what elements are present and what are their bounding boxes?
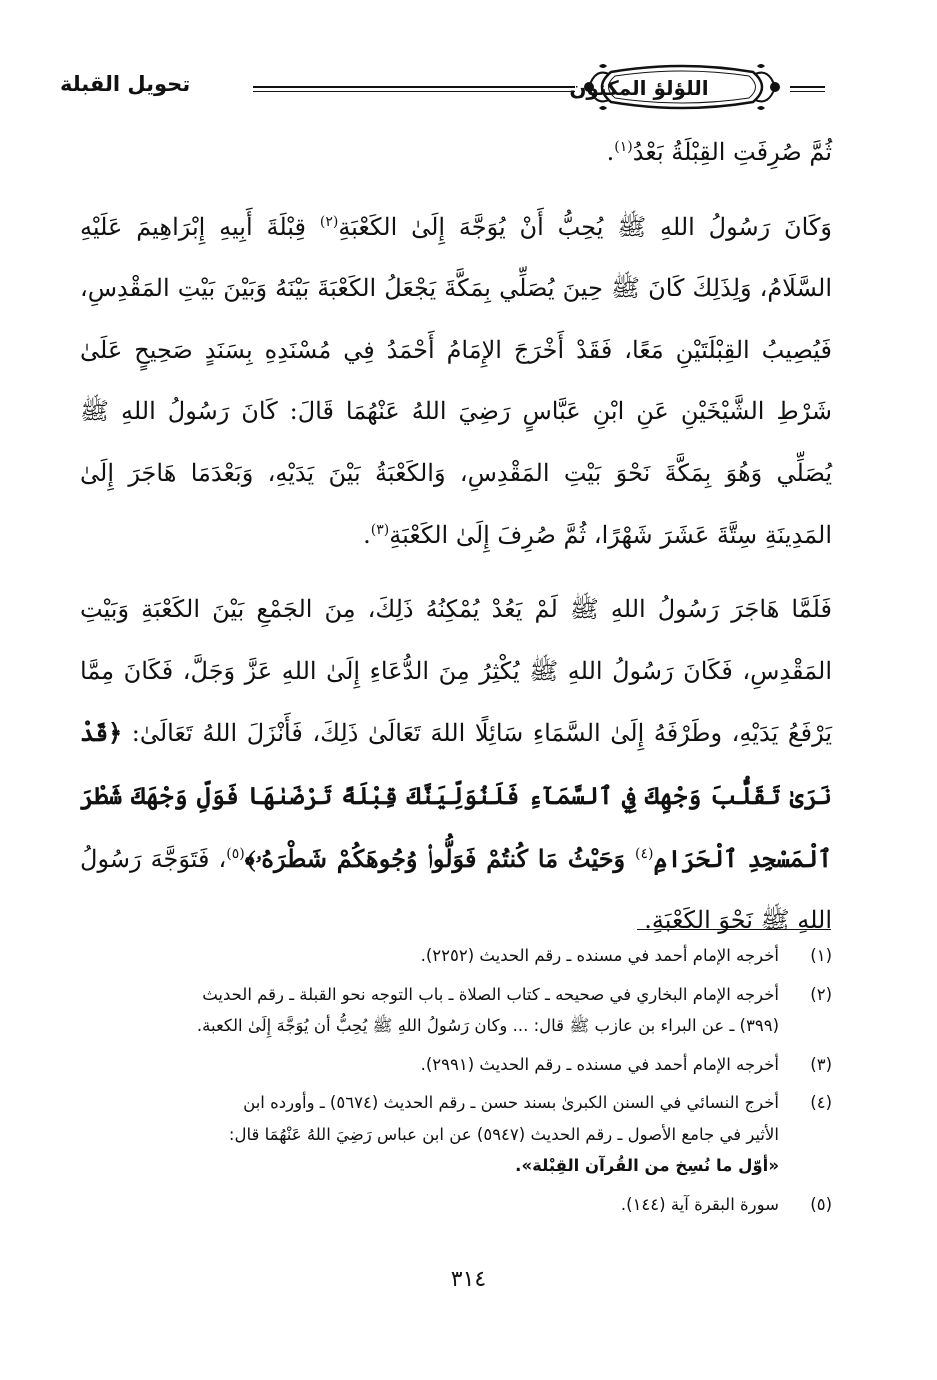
- paragraph-2-text-b: قِبْلَةَ أَبِيهِ إِبْرَاهِيمَ عَلَيْهِ السَّلَامُ، وَلِذَلِكَ كَانَ ﷺ حِينَ يُصَلِّي بِمَكَّةَ يَجْعَلُ الكَعْبَةَ بَيْنَهُ وَبَيْنَ بَيْتِ المَقْدِسِ، فَيُصِيبُ القِبْلَتَيْنِ مَعًا، فَقَدْ أَخْرَجَ الإِمَامُ أَحْمَدُ فِي مُسْنَدِهِ بِسَنَدٍ صَحِيحٍ عَلَىٰ شَرْطِ الشَّيْخَيْنِ عَنِ ابْنِ عَبَّاسٍ رَضِيَ اللهُ عَنْهُمَا قَالَ: كَانَ رَسُولُ اللهِ ﷺ يُصَلِّي وَهُوَ بِمَكَّةَ نَحْوَ بَيْتِ المَقْدِسِ، وَالكَعْبَةُ بَيْنَ يَدَيْهِ، وَبَعْدَمَا هَاجَرَ إِلَىٰ المَدِينَةِ سِتَّةَ عَشَرَ شَهْرًا، ثُمَّ صُرِفَ إِلَىٰ الكَعْبَةِ: [80, 212, 832, 549]
- footnote-text: (٣٩٩) ـ عن البراء بن عازب ﷺ قال: ... وكان رَسُولُ اللهِ ﷺ يُحِبُّ أن يُوَجَّهَ إِلَىٰ الكعبة.: [196, 1016, 779, 1035]
- footnote-ref-4: (٤): [634, 845, 654, 862]
- paragraph-3-text-b: ، فَتَوَجَّهَ رَسُولُ اللهِ ﷺ نَحْوَ الكَعْبَةِ.: [80, 844, 832, 935]
- footnote-2: [106, 979, 832, 1042]
- footnote-separator: [637, 929, 831, 930]
- footnote-text: الأثير في جامع الأصول ـ رقم الحديث (٥٩٤٧) عن ابن عباس رَضِيَ اللهُ عَنْهُمَا قال:: [228, 1124, 779, 1144]
- section-title: تحويل القبلة: [60, 72, 191, 96]
- quran-verse-a: ﴿قَدْ نَرَىٰ تَقَلُّبَ وَجْهِكَ فِي ٱلسَّمَآءِ فَلَنُوَلِّيَنَّكَ قِبْلَةً تَرْضَىٰهَا فَوَلِّ وَجْهَكَ شَطْرَ ٱلْمَسْجِدِ ٱلْحَرَامِ: [80, 718, 833, 873]
- footnote-ref-1: (١): [614, 139, 633, 155]
- footnote-quote: «أوّل ما نُسِخ من القُرآن القِبْلة».: [515, 1156, 779, 1175]
- paragraph-1-text: ثُمَّ صُرِفَتِ القِبْلَةُ بَعْدُ: [632, 138, 832, 166]
- footnote-number: (٣): [810, 1054, 832, 1074]
- footnote-4: [106, 1087, 832, 1182]
- main-text: [80, 122, 832, 952]
- footnote-text: سورة البقرة آية (١٤٤).: [620, 1194, 779, 1214]
- footnote-text: أخرج النسائي في السنن الكبرىٰ بسند حسن ـ رقم الحديث (٥٦٧٤) ـ وأورده ابن: [243, 1093, 779, 1112]
- footnote-5: [106, 1189, 832, 1221]
- paragraph-2: [80, 197, 832, 567]
- footnote-text: أخرجه الإمام أحمد في مسنده ـ رقم الحديث (٢٢٥٢).: [420, 946, 779, 965]
- footnote-3: [106, 1049, 832, 1081]
- footnote-ref-2: (٢): [319, 213, 339, 230]
- header-rule-left: [253, 86, 575, 88]
- header-rule-right: [790, 86, 825, 88]
- footnotes: [106, 940, 832, 1227]
- footnote-ref-3: (٣): [370, 521, 390, 538]
- quran-verse-b: وَحَيْثُ مَا كُنتُمْ فَوَلُّوا۟ وُجُوهَكُمْ شَطْرَهُۥ﴾: [244, 843, 635, 873]
- page-number: ٣١٤: [450, 1267, 487, 1292]
- paragraph-3: [80, 579, 832, 952]
- paragraph-3-text-a: فَلَمَّا هَاجَرَ رَسُولُ اللهِ ﷺ لَمْ يَعُدْ يُمْكِنُهُ ذَلِكَ، مِنَ الجَمْعِ بَيْنَ الكَعْبَةِ وَبَيْتِ المَقْدِسِ، فَكَانَ رَسُولُ اللهِ ﷺ يُكْثِرُ مِنَ الدُّعَاءِ إِلَىٰ اللهِ عَزَّ وَجَلَّ، فَكَانَ مِمَّا يَرْفَعُ يَدَيْهِ، وطَرْفَهُ إِلَىٰ السَّمَاءِ سَائِلًا اللهَ تَعَالَىٰ ذَلِكَ، فَأَنْزَلَ اللهُ تَعَالَىٰ:: [80, 595, 832, 748]
- paragraph-2-end: .: [363, 520, 371, 549]
- paragraph-1-end: .: [606, 138, 615, 166]
- title-ornament: [569, 58, 783, 116]
- paragraph-1: [80, 122, 832, 184]
- footnote-number: (٥): [810, 1194, 832, 1214]
- footnote-number: (٤): [810, 1093, 832, 1112]
- footnote-number: (٢): [810, 984, 832, 1004]
- page-header: [60, 52, 825, 122]
- footnote-quote-line: [106, 1150, 779, 1182]
- book-title: اللؤلؤ المكنون: [569, 76, 709, 100]
- paragraph-2-text-a: وَكَانَ رَسُولُ اللهِ ﷺ يُحِبُّ أَنْ يُوَجَّهَ إِلَىٰ الكَعْبَةِ: [338, 212, 832, 241]
- footnote-text: أخرجه الإمام أحمد في مسنده ـ رقم الحديث (٢٩٩١).: [420, 1054, 779, 1074]
- footnote-number: (١): [810, 946, 832, 965]
- footnote-ref-5: (٥): [226, 845, 245, 862]
- footnote-1: [106, 940, 832, 972]
- footnote-text: أخرجه الإمام البخاري في صحيحه ـ كتاب الصلاة ـ باب التوجه نحو القبلة ـ رقم الحديث: [202, 984, 779, 1004]
